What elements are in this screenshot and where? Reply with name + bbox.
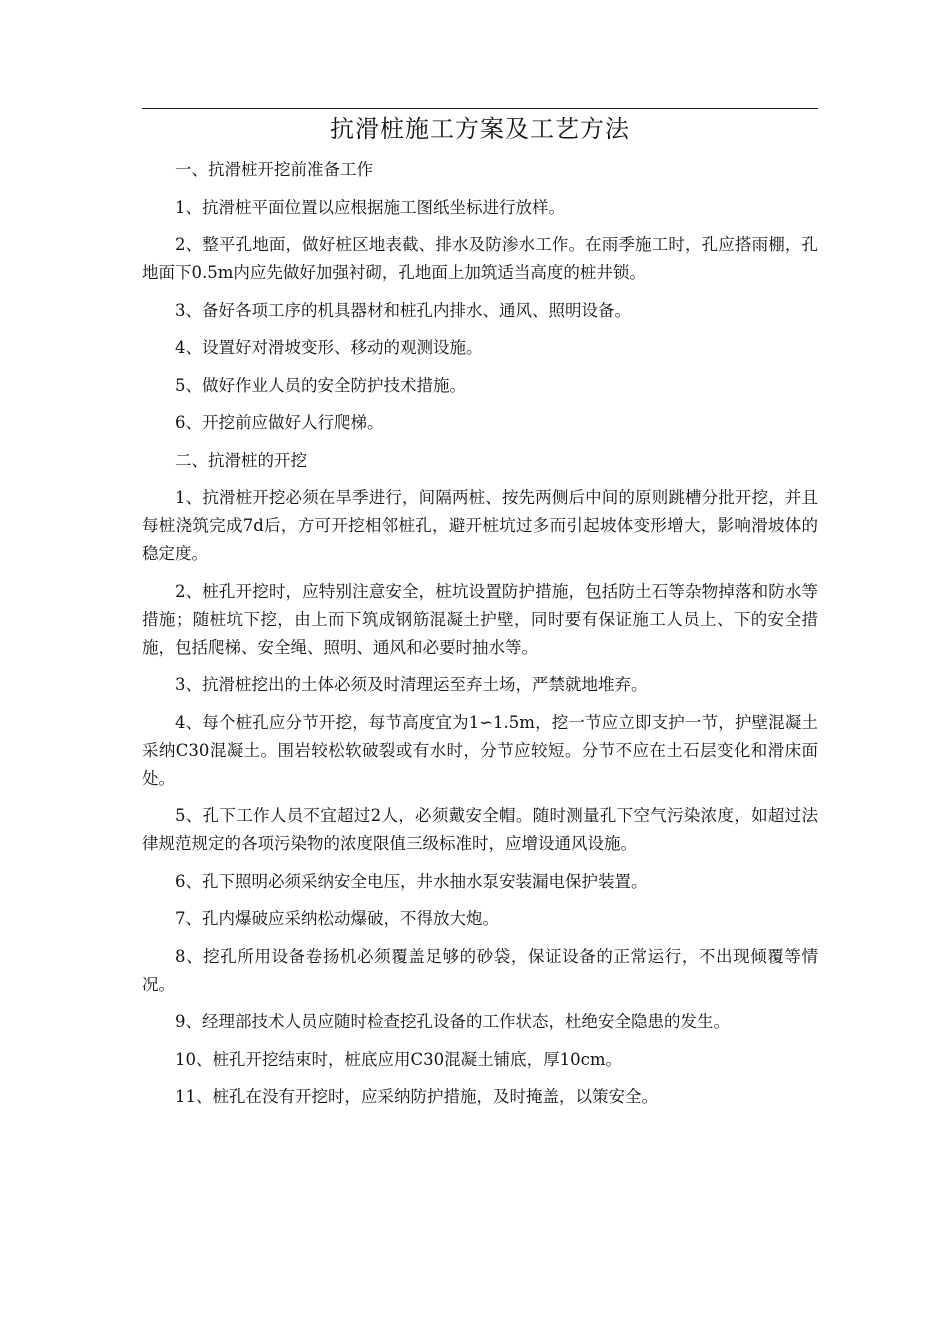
paragraph: 3、备好各项工序的机具器材和桩孔内排水、通风、照明设备。 (175, 300, 631, 320)
section-heading-1: 一、抗滑桩开挖前准备工作 (175, 160, 373, 179)
paragraph: 8、挖孔所用设备卷扬机必须覆盖足够的砂袋，保证设备的正常运行，不出现倾覆等情况。 (142, 946, 818, 994)
paragraph: 5、孔下工作人员不宜超过2人，必须戴安全帽。随时测量孔下空气污染浓度，如超过法律规范规定的各项污染物的浓度限值三级标准时，应增设通风设施。 (142, 806, 818, 853)
document-title: 抗滑桩施工方案及工艺方法 (330, 115, 630, 143)
paragraph: 4、每个桩孔应分节开挖，每节高度宜为1∽1.5m，挖一节应立即支护一节，护壁混凝土采纳C30混凝土。围岩较松软破裂或有水时，分节应较短。分节不应在土石层变化和滑床面处。 (142, 712, 818, 788)
paragraph: 2、桩孔开挖时，应特别注意安全，桩坑设置防护措施，包括防土石等杂物掉落和防水等措施；随桩坑下挖，由上而下筑成钢筋混凝土护壁，同时要有保证施工人员上、下的安全措施，包括爬梯、安全绳、照明、通风和必要时抽水等。 (142, 581, 818, 657)
paragraph: 1、抗滑桩平面位置以应根据施工图纸坐标进行放样。 (175, 197, 565, 217)
paragraph: 9、经理部技术人员应随时检查挖孔设备的工作状态，杜绝安全隐患的发生。 (175, 1012, 730, 1031)
paragraph: 11、桩孔在没有开挖时，应采纳防护措施，及时掩盖，以策安全。 (175, 1087, 658, 1106)
paragraph: 1、抗滑桩开挖必须在旱季进行，间隔两桩、按先两侧后中间的原则跳槽分批开挖，并且每桩浇筑完成7d后，方可开挖相邻桩孔，避开桩坑过多而引起坡体变形增大，影响滑坡体的稳定度。 (142, 488, 818, 563)
header-rule (142, 108, 818, 109)
document-body (142, 156, 818, 1121)
paragraph: 10、桩孔开挖结束时，桩底应用C30混凝土铺底，厚10cm。 (175, 1049, 622, 1069)
paragraph: 6、开挖前应做好人行爬梯。 (175, 413, 384, 432)
paragraph: 7、孔内爆破应采纳松动爆破，不得放大炮。 (175, 909, 499, 928)
section-heading-2: 二、抗滑桩的开挖 (175, 450, 307, 470)
paragraph: 5、做好作业人员的安全防护技术措施。 (175, 375, 466, 395)
paragraph: 2、整平孔地面，做好桩区地表截、排水及防渗水工作。在雨季施工时，孔应搭雨棚，孔地面下0.5m内应先做好加强衬砌，孔地面上加筑适当高度的桩井锁。 (142, 235, 818, 282)
paragraph: 4、设置好对滑坡变形、移动的观测设施。 (175, 338, 483, 357)
paragraph: 3、抗滑桩挖出的土体必须及时清理运至弃土场，严禁就地堆弃。 (175, 675, 648, 694)
paragraph: 6、孔下照明必须采纳安全电压，井水抽水泵安装漏电保护装置。 (175, 871, 648, 891)
